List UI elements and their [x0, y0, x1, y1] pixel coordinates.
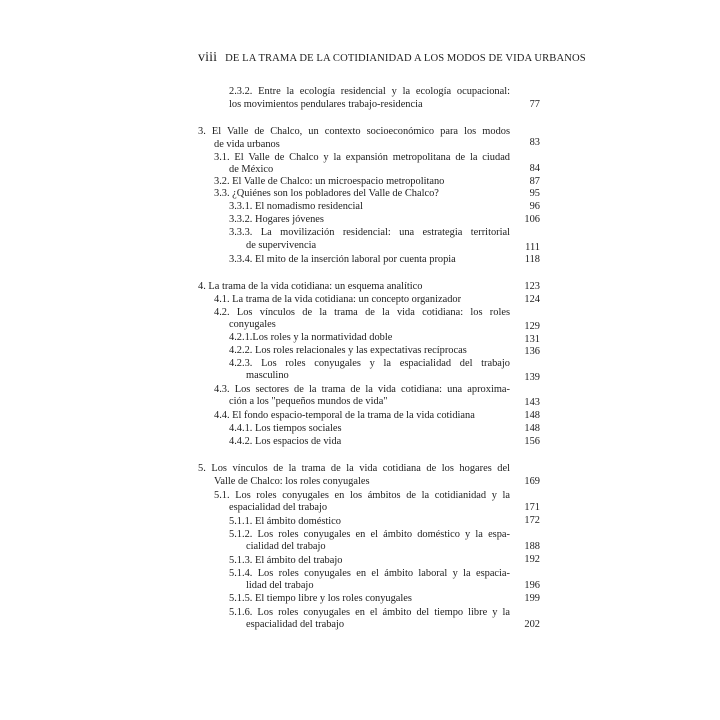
toc-page-number: 87: [529, 176, 540, 187]
toc-entry-line: 3.1. El Valle de Chalco y la expansión metropolitana de la ciudad: [214, 152, 510, 163]
toc-entry-line: 3.2. El Valle de Chalco: un microespacio metropolitano: [214, 176, 445, 187]
toc-entry-line: 3.3.3. La movilización residencial: una estrategia territorial: [229, 227, 510, 238]
toc-entry-line: 4. La trama de la vida cotidiana: un esquema analítico: [198, 281, 423, 292]
toc-page-number: 148: [524, 410, 540, 421]
toc-page-number: 124: [524, 294, 540, 305]
toc-page-number: 84: [529, 163, 540, 174]
toc-page-number: 96: [529, 201, 540, 212]
toc-page-number: 136: [524, 346, 540, 357]
toc-page-number: 148: [524, 423, 540, 434]
toc-page-number: 139: [524, 372, 540, 383]
toc-page-number: 192: [524, 554, 540, 565]
toc-page-number: 196: [524, 580, 540, 591]
toc-entry-line: espacialidad del trabajo: [229, 502, 328, 513]
toc-entry-line: cialidad del trabajo: [246, 541, 326, 552]
toc-page-number: 77: [529, 99, 540, 110]
toc-entry-line: 4.1. La trama de la vida cotidiana: un concepto organizador: [214, 294, 462, 305]
toc-page-number: 172: [524, 515, 540, 526]
running-title: DE LA TRAMA DE LA COTIDIANIDAD A LOS MODOS DE VIDA URBANOS: [225, 53, 586, 64]
toc-entry-line: 5.1. Los roles conyugales en los ámbitos de la cotidianidad y la: [214, 490, 510, 501]
toc-page-number: 131: [524, 334, 540, 345]
toc-entry-line: 5.1.3. El ámbito del trabajo: [229, 555, 343, 566]
toc-entry-line: lidad del trabajo: [246, 580, 314, 591]
toc-page-number: 83: [529, 137, 540, 148]
toc-page-number: 143: [524, 397, 540, 408]
toc-page-number: 95: [529, 188, 540, 199]
toc-page-number: 111: [525, 242, 540, 253]
toc-entry-line: conyugales: [229, 319, 276, 330]
toc-entry-line: 4.4.2. Los espacios de vida: [229, 436, 342, 447]
toc-entry-line: 3. El Valle de Chalco, un contexto socioeconómico para los modos: [198, 126, 510, 137]
toc-page-number: 202: [524, 619, 540, 630]
toc-page-number: 156: [524, 436, 540, 447]
toc-entry-line: 5. Los vínculos de la trama de la vida cotidiana de los hogares del: [198, 463, 510, 474]
toc-entry-line: 4.2.2. Los roles relacionales y las expectativas recíprocas: [229, 345, 467, 356]
toc-entry-line: 3.3. ¿Quiénes son los pobladores del Valle de Chalco?: [214, 188, 439, 199]
toc-entry-line: 4.2. Los vínculos de la trama de la vida cotidiana: los roles: [214, 307, 510, 318]
toc-entry-line: espacialidad del trabajo: [246, 619, 345, 630]
toc-entry-line: 4.4.1. Los tiempos sociales: [229, 423, 342, 434]
toc-entry-line: 5.1.6. Los roles conyugales en el ámbito del tiempo libre y la: [229, 607, 510, 618]
toc-entry-line: los movimientos pendulares trabajo-residencia: [229, 99, 423, 110]
toc-entry-line: 2.3.2. Entre la ecología residencial y la ecología ocupacional:: [229, 86, 510, 97]
toc-page-number: 118: [524, 254, 540, 265]
toc-entry-line: masculino: [246, 370, 289, 381]
toc-entry-line: 3.3.4. El mito de la inserción laboral por cuenta propia: [229, 254, 456, 265]
toc-page-number: 188: [524, 541, 540, 552]
toc-entry-line: de supervivencia: [246, 240, 317, 251]
toc-entry-line: 5.1.5. El tiempo libre y los roles conyugales: [229, 593, 412, 604]
toc-entry-line: 4.4. El fondo espacio-temporal de la trama de la vida cotidiana: [214, 410, 475, 421]
page-folio: viii: [198, 50, 218, 65]
toc-page-number: 129: [524, 321, 540, 332]
toc-entry-line: de vida urbanos: [214, 139, 280, 150]
toc-entry-line: 3.3.1. El nomadismo residencial: [229, 201, 363, 212]
toc-page-number: 123: [524, 281, 540, 292]
toc-page-number: 199: [524, 593, 540, 604]
toc-entry-line: Valle de Chalco: los roles conyugales: [214, 476, 370, 487]
toc-entry-line: 5.1.4. Los roles conyugales en el ámbito laboral y la espacia-: [229, 568, 510, 579]
toc-entry-line: 5.1.1. El ámbito doméstico: [229, 516, 341, 527]
toc-entry-line: 4.3. Los sectores de la trama de la vida cotidiana: una aproxima-: [214, 384, 510, 395]
toc-entry-line: ción a los "pequeños mundos de vida": [229, 396, 388, 407]
toc-page-number: 106: [524, 214, 540, 225]
toc-entry-line: 5.1.2. Los roles conyugales en el ámbito doméstico y la espa-: [229, 529, 510, 540]
toc-page-number: 169: [524, 476, 540, 487]
toc-entry-line: 4.2.1.Los roles y la normatividad doble: [229, 332, 393, 343]
toc-page-number: 171: [524, 502, 540, 513]
toc-entry-line: de México: [229, 164, 274, 175]
toc-entry-line: 3.3.2. Hogares jóvenes: [229, 214, 324, 225]
toc-entry-line: 4.2.3. Los roles conyugales y la espacialidad del trabajo: [229, 358, 510, 369]
